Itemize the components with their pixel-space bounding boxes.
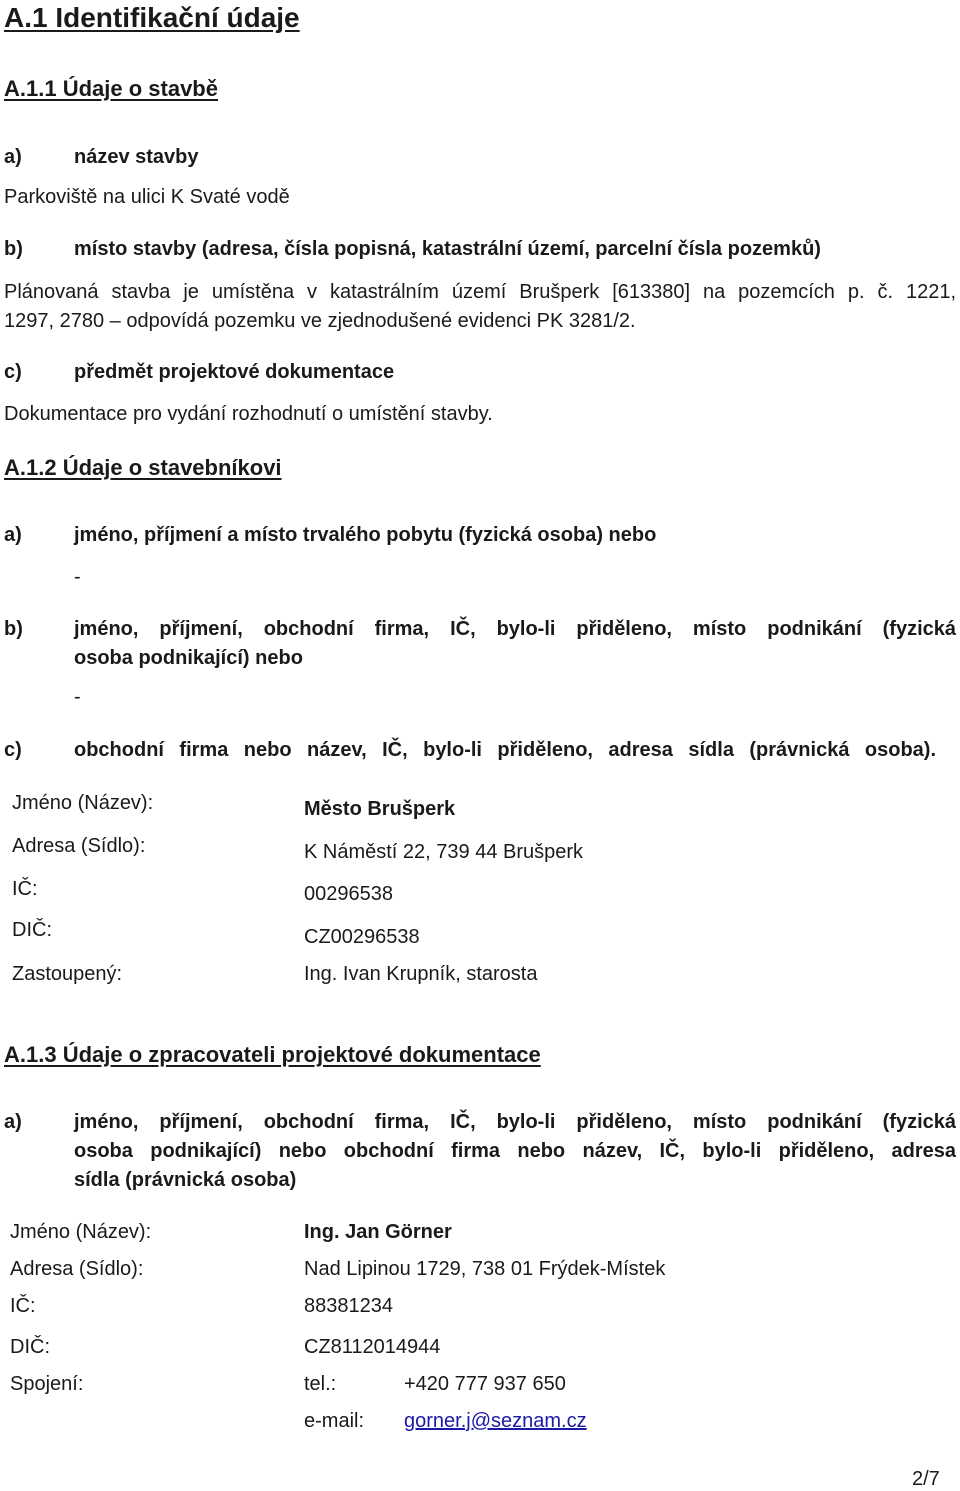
designer-name-label: Jméno (Název): — [10, 1221, 152, 1243]
item-label-business-person-line-1: jméno, příjmení, obchodní firma, IČ, bylo-li přiděleno, místo podnikání (fyzická — [74, 618, 956, 640]
building-name-value: Parkoviště na ulici K Svaté vodě — [4, 186, 290, 208]
client-representative-value: Ing. Ivan Krupník, starosta — [304, 963, 538, 985]
client-ico-label: IČ: — [12, 878, 38, 900]
subsection-title-a12: A.1.2 Údaje o stavebníkovi — [4, 455, 282, 480]
phone-label: tel.: — [304, 1373, 337, 1395]
designer-address-value: Nad Lipinou 1729, 738 01 Frýdek-Místek — [304, 1258, 666, 1280]
client-name-value: Město Brušperk — [304, 798, 456, 820]
building-location-line-2: 1297, 2780 – odpovídá pozemku ve zjednodušené evidenci PK 3281/2. — [4, 310, 636, 332]
designer-ico-label: IČ: — [10, 1295, 36, 1317]
designer-dic-label: DIČ: — [10, 1336, 50, 1358]
designer-ico-value: 88381234 — [304, 1295, 393, 1317]
subsection-title-a11: A.1.1 Údaje o stavbě — [4, 76, 218, 101]
item-label-building-location: místo stavby (adresa, čísla popisná, katastrální území, parcelní čísla pozemků) — [74, 238, 821, 260]
item-marker-a: a) — [4, 524, 22, 546]
item-marker-c: c) — [4, 361, 22, 383]
item-label-legal-entity: obchodní firma nebo název, IČ, bylo-li přiděleno, adresa sídla (právnická osoba). — [74, 739, 936, 761]
item-label-business-person-line-2: osoba podnikající) nebo — [74, 647, 303, 669]
item-label-project-subject: předmět projektové dokumentace — [74, 361, 395, 383]
item-marker-c: c) — [4, 739, 22, 761]
page-number: 2/7 — [912, 1468, 940, 1490]
designer-name-value: Ing. Jan Görner — [304, 1221, 452, 1243]
item-label-building-name: název stavby — [74, 146, 199, 168]
client-address-value: K Náměstí 22, 739 44 Brušperk — [304, 841, 584, 863]
project-subject-value: Dokumentace pro vydání rozhodnutí o umístění stavby. — [4, 403, 493, 425]
designer-address-label: Adresa (Sídlo): — [10, 1258, 144, 1280]
item-label-designer-line-2: osoba podnikající) nebo obchodní firma nebo název, IČ, bylo-li přiděleno, adresa — [74, 1140, 956, 1162]
client-ico-value: 00296538 — [304, 883, 393, 905]
item-label-natural-person: jméno, příjmení a místo trvalého pobytu (fyzická osoba) nebo — [74, 524, 657, 546]
email-label: e-mail: — [304, 1410, 365, 1432]
item-marker-a: a) — [4, 1111, 22, 1133]
section-title-a1: A.1 Identifikační údaje — [4, 2, 300, 33]
client-address-label: Adresa (Sídlo): — [12, 835, 146, 857]
building-location-line-1: Plánovaná stavba je umístěna v katastrálním území Brušperk [613380] na pozemcích p. č. 1221, — [4, 281, 956, 303]
business-person-value: - — [74, 686, 81, 708]
client-dic-value: CZ00296538 — [304, 926, 420, 948]
client-representative-label: Zastoupený: — [12, 963, 123, 985]
natural-person-value: - — [74, 566, 81, 588]
client-name-label: Jméno (Název): — [12, 792, 154, 814]
item-label-designer-line-3: sídla (právnická osoba) — [74, 1169, 297, 1191]
client-dic-label: DIČ: — [12, 919, 52, 941]
contact-label: Spojení: — [10, 1373, 84, 1395]
subsection-title-a13: A.1.3 Údaje o zpracovateli projektové dokumentace — [4, 1042, 541, 1067]
item-marker-b: b) — [4, 618, 23, 640]
email-link[interactable]: gorner.j@seznam.cz — [404, 1410, 587, 1432]
item-label-designer-line-1: jméno, příjmení, obchodní firma, IČ, bylo-li přiděleno, místo podnikání (fyzická — [74, 1111, 956, 1133]
item-marker-a: a) — [4, 146, 22, 168]
designer-dic-value: CZ8112014944 — [304, 1336, 441, 1358]
phone-value: +420 777 937 650 — [404, 1373, 566, 1395]
item-marker-b: b) — [4, 238, 23, 260]
